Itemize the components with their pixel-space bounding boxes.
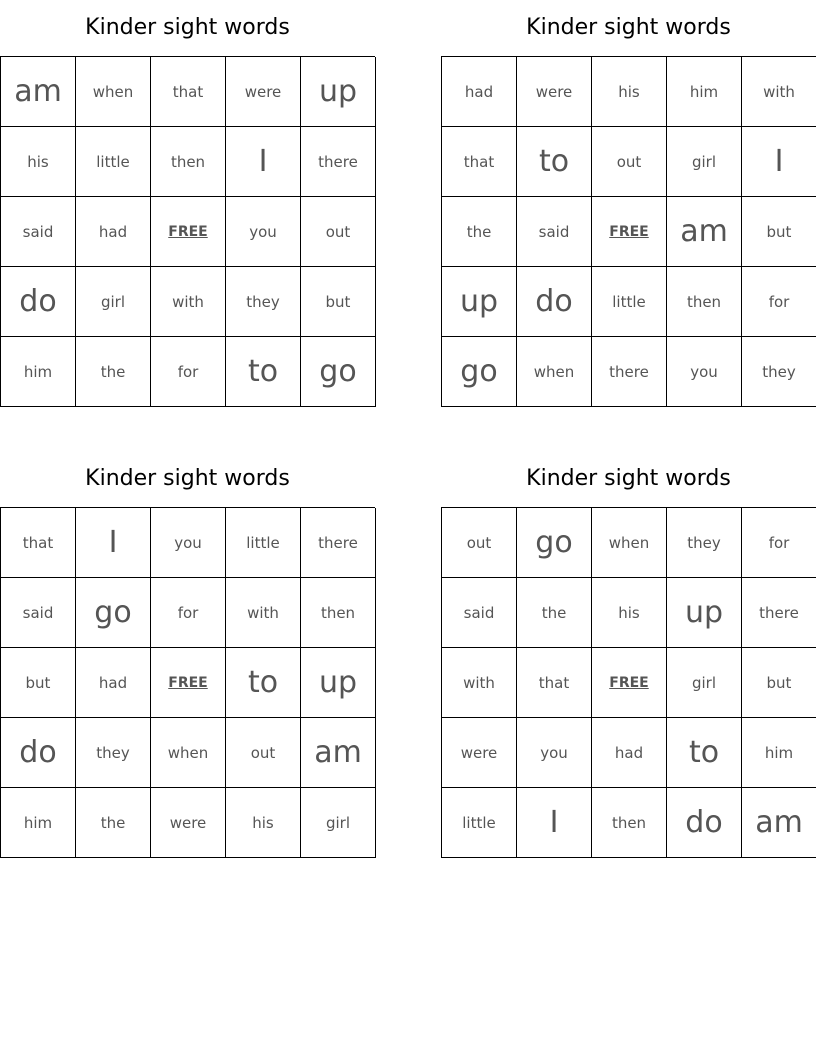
word-cell: out xyxy=(301,197,376,267)
word-cell: I xyxy=(226,127,301,197)
word-cell: up xyxy=(301,648,376,718)
word-cell: am xyxy=(667,197,742,267)
word-cell: with xyxy=(151,267,226,337)
free-space: FREE xyxy=(151,197,226,267)
card-title: Kinder sight words xyxy=(526,466,731,491)
word-cell: but xyxy=(1,648,76,718)
word-cell: to xyxy=(517,127,592,197)
free-space: FREE xyxy=(592,648,667,718)
word-cell: I xyxy=(742,127,816,197)
bingo-card-3 xyxy=(0,451,375,858)
word-cell: they xyxy=(667,508,742,578)
word-cell: out xyxy=(226,718,301,788)
card-title: Kinder sight words xyxy=(85,15,290,40)
word-cell: with xyxy=(742,57,816,127)
word-cell: go xyxy=(301,337,376,407)
word-cell: go xyxy=(442,337,517,407)
word-cell: then xyxy=(151,127,226,197)
word-cell: you xyxy=(517,718,592,788)
word-cell: the xyxy=(76,337,151,407)
word-cell: when xyxy=(517,337,592,407)
word-cell: out xyxy=(442,508,517,578)
word-cell: they xyxy=(76,718,151,788)
word-cell: up xyxy=(301,57,376,127)
word-cell: him xyxy=(742,718,816,788)
word-cell: for xyxy=(151,337,226,407)
word-cell: that xyxy=(1,508,76,578)
word-cell: go xyxy=(517,508,592,578)
bingo-grid xyxy=(0,56,375,407)
word-cell: do xyxy=(667,788,742,858)
word-cell: little xyxy=(592,267,667,337)
word-cell: his xyxy=(226,788,301,858)
word-cell: his xyxy=(592,57,667,127)
word-cell: said xyxy=(517,197,592,267)
word-cell: do xyxy=(1,267,76,337)
word-cell: when xyxy=(76,57,151,127)
word-cell: then xyxy=(301,578,376,648)
word-cell: girl xyxy=(667,127,742,197)
bingo-card-2 xyxy=(441,0,816,407)
word-cell: am xyxy=(1,57,76,127)
word-cell: little xyxy=(226,508,301,578)
word-cell: that xyxy=(151,57,226,127)
word-cell: little xyxy=(76,127,151,197)
bingo-grid xyxy=(441,507,816,858)
word-cell: the xyxy=(517,578,592,648)
word-cell: were xyxy=(151,788,226,858)
word-cell: him xyxy=(1,337,76,407)
bingo-grid xyxy=(0,507,375,858)
word-cell: but xyxy=(742,197,816,267)
word-cell: they xyxy=(226,267,301,337)
word-cell: when xyxy=(151,718,226,788)
word-cell: that xyxy=(442,127,517,197)
word-cell: little xyxy=(442,788,517,858)
word-cell: you xyxy=(667,337,742,407)
word-cell: but xyxy=(301,267,376,337)
card-title: Kinder sight words xyxy=(526,15,731,40)
bingo-grid xyxy=(441,56,816,407)
word-cell: the xyxy=(76,788,151,858)
word-cell: for xyxy=(742,267,816,337)
word-cell: but xyxy=(742,648,816,718)
word-cell: that xyxy=(517,648,592,718)
word-cell: had xyxy=(76,197,151,267)
word-cell: said xyxy=(442,578,517,648)
word-cell: go xyxy=(76,578,151,648)
word-cell: am xyxy=(301,718,376,788)
word-cell: for xyxy=(742,508,816,578)
word-cell: out xyxy=(592,127,667,197)
word-cell: said xyxy=(1,578,76,648)
word-cell: up xyxy=(667,578,742,648)
word-cell: said xyxy=(1,197,76,267)
word-cell: were xyxy=(226,57,301,127)
word-cell: him xyxy=(667,57,742,127)
word-cell: do xyxy=(517,267,592,337)
word-cell: there xyxy=(301,508,376,578)
word-cell: I xyxy=(76,508,151,578)
card-title: Kinder sight words xyxy=(85,466,290,491)
word-cell: then xyxy=(667,267,742,337)
free-space: FREE xyxy=(151,648,226,718)
word-cell: had xyxy=(592,718,667,788)
word-cell: there xyxy=(592,337,667,407)
word-cell: there xyxy=(742,578,816,648)
word-cell: were xyxy=(442,718,517,788)
word-cell: up xyxy=(442,267,517,337)
word-cell: do xyxy=(1,718,76,788)
word-cell: you xyxy=(151,508,226,578)
word-cell: girl xyxy=(301,788,376,858)
free-space: FREE xyxy=(592,197,667,267)
word-cell: they xyxy=(742,337,816,407)
word-cell: to xyxy=(667,718,742,788)
word-cell: for xyxy=(151,578,226,648)
word-cell: with xyxy=(226,578,301,648)
word-cell: when xyxy=(592,508,667,578)
word-cell: you xyxy=(226,197,301,267)
word-cell: with xyxy=(442,648,517,718)
word-cell: had xyxy=(442,57,517,127)
word-cell: were xyxy=(517,57,592,127)
word-cell: then xyxy=(592,788,667,858)
word-cell: had xyxy=(76,648,151,718)
bingo-card-4 xyxy=(441,451,816,858)
word-cell: his xyxy=(592,578,667,648)
word-cell: to xyxy=(226,337,301,407)
word-cell: there xyxy=(301,127,376,197)
word-cell: am xyxy=(742,788,816,858)
word-cell: girl xyxy=(667,648,742,718)
word-cell: to xyxy=(226,648,301,718)
word-cell: the xyxy=(442,197,517,267)
word-cell: him xyxy=(1,788,76,858)
word-cell: girl xyxy=(76,267,151,337)
bingo-card-1 xyxy=(0,0,375,407)
word-cell: his xyxy=(1,127,76,197)
word-cell: I xyxy=(517,788,592,858)
